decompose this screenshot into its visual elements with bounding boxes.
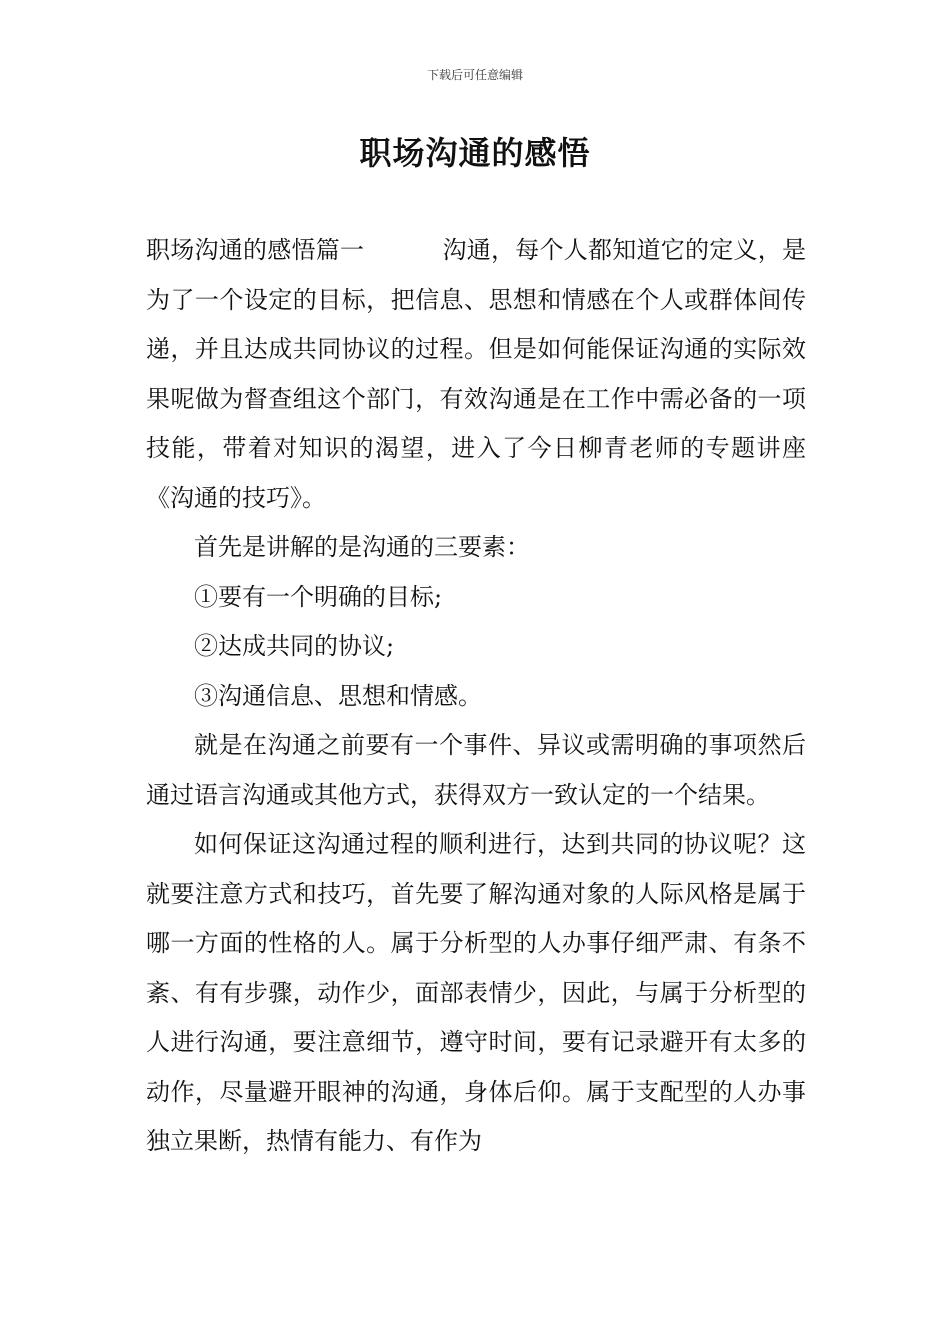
section-label: 职场沟通的感悟篇一 xyxy=(146,236,365,264)
list-item-1: ①要有一个明确的目标; xyxy=(194,582,443,611)
paragraph-three-elements: 首先是讲解的是沟通的三要素： xyxy=(194,533,530,561)
list-item-2: ②达成共同的协议; xyxy=(194,632,395,660)
document-title: 职场沟通的感悟 xyxy=(359,134,591,172)
list-item-3: ③沟通信息、思想和情感。 xyxy=(194,681,482,710)
paragraph-methods: 如何保证这沟通过程的顺利进行，达到共同的协议呢？这就要注意方式和技巧，首先要了解沟通对象的人际风格是属于哪一方面的性格的人。属于分析型的人办事仔细严肃、有条不紊、有有步骤，动作少，面部表情少，因此，与属于分析型的人进行沟通，要注意细节，遵守时间，要有记录避开有太多的动作，尽量避开眼神的沟通，身体后仰。属于支配型的人办事独立果断，热情有能力、有作为 xyxy=(146,830,806,1155)
document-body xyxy=(146,226,806,1167)
paragraph-intro-text: 沟通，每个人都知道它的定义，是为了一个设定的目标，把信息、思想和情感在个人或群体间传递，并且达成共同协议的过程。但是如何能保证沟通的实际效果呢做为督查组这个部门，有效沟通是在工作中需必备的一项技能，带着对知识的渴望，进入了今日柳青老师的专题讲座《沟通的技巧》。 xyxy=(146,236,806,512)
header-note: 下载后可任意编辑 xyxy=(426,68,523,82)
paragraph-explanation: 就是在沟通之前要有一个事件、异议或需明确的事项然后通过语言沟通或其他方式，获得双方一致认定的一个结果。 xyxy=(146,731,806,809)
paragraph-intro xyxy=(146,226,806,523)
